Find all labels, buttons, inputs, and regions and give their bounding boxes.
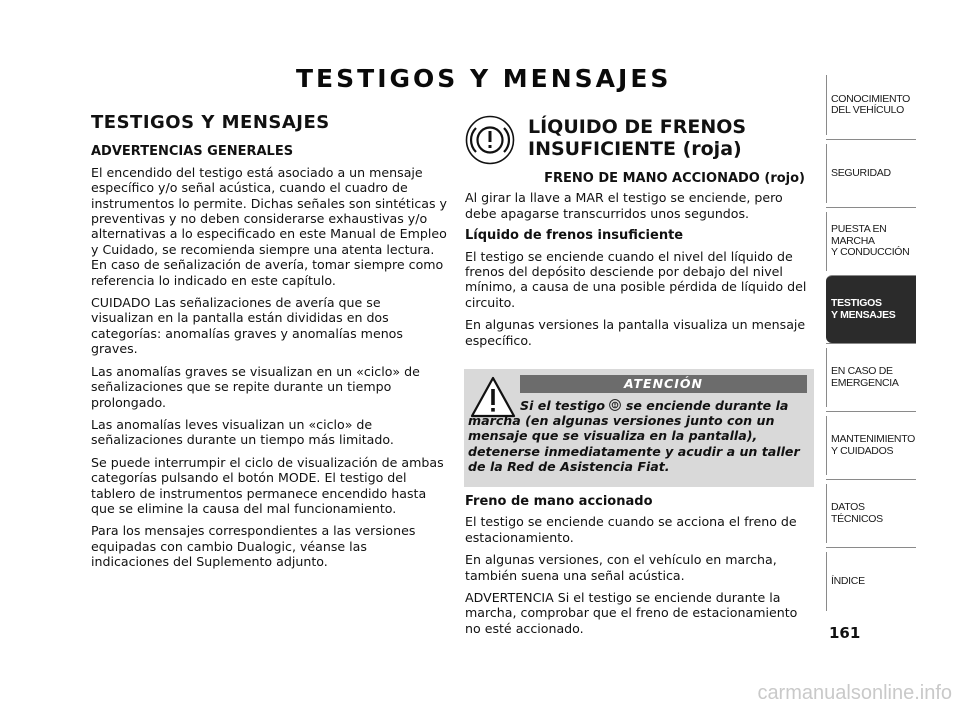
tab-label: TESTIGOS Y MENSAJES <box>831 297 896 321</box>
section-heading: TESTIGOS Y MENSAJES <box>91 112 330 133</box>
attention-text-part1: Si el testigo <box>520 398 610 413</box>
page-number: 161 <box>829 624 861 642</box>
tab-label: PUESTA EN MARCHA Y CONDUCCIÓN <box>831 223 910 259</box>
paragraph: En algunas versiones, con el vehículo en marcha, también suena una señal acústica. <box>465 552 777 583</box>
paragraph: Las anomalías graves se visualizan en un «ciclo» de señalizaciones que se repite durante un tiempo prolongado. <box>91 363 420 410</box>
paragraph: El testigo se enciende cuando el nivel del líquido de frenos del depósito desciende por debajo del nivel mínimo, a causa de una posible pérdida de líquido del circuito. <box>465 248 807 310</box>
paragraph: El encendido del testigo está asociado a un mensaje específico y/o señal acústica, cuando el cuadro de instrumentos lo permite. Dichas señales son sintéticas y preventivas y no deben considerarse exhaustivas y/o alternativas a lo especificado en este Manual de Empleo y Cuidado, se recomienda siempre una atenta lectura. En caso de señalización de avería, tomar siempre como referencia lo indicado en este capítulo. <box>91 164 447 288</box>
tab-en-caso-de-emergencia[interactable] <box>826 343 916 411</box>
paragraph: Al girar la llave a MAR el testigo se enciende, pero debe apagarse transcurridos unos segundos. <box>465 190 783 221</box>
tab-label: MANTENIMIENTO Y CUIDADOS <box>831 433 915 457</box>
paragraph: Se puede interrumpir el ciclo de visualización de ambas categorías pulsando el botón MODE. El testigo del tablero de instrumentos permanece encendido hasta que se elimine la causa del mal funcionamiento. <box>91 454 444 516</box>
tab-label: DATOS TÉCNICOS <box>831 501 883 525</box>
attention-text <box>468 398 808 474</box>
tab-conocimiento-del-vehiculo[interactable] <box>826 71 916 139</box>
paragraph: En algunas versiones la pantalla visualiza un mensaje específico. <box>465 317 806 348</box>
brake-section-header <box>465 115 815 171</box>
paragraph: ADVERTENCIA Si el testigo se enciende durante la marcha, comprobar que el freno de estacionamiento no esté accionado. <box>465 590 798 636</box>
left-column <box>91 112 447 577</box>
tab-datos-tecnicos[interactable] <box>826 479 916 547</box>
brake-warning-icon <box>609 399 621 411</box>
watermark: carmanualsonline.info <box>757 682 952 704</box>
paragraph: Las anomalías leves visualizan un «ciclo» de señalizaciones durante un tiempo más limitado. <box>91 416 394 448</box>
section-heading-line1: LÍQUIDO DE FRENOS <box>528 116 747 138</box>
brake-warning-icon <box>465 115 515 165</box>
handbrake-section <box>465 494 815 643</box>
handbrake-title: Freno de mano accionado <box>465 494 653 509</box>
paragraph: Para los mensajes correspondientes a las versiones equipadas con cambio Dualogic, véanse las indicaciones del Suplemento adjunto. <box>91 523 416 570</box>
tab-label: CONOCIMIENTO DEL VEHÍCULO <box>831 92 911 116</box>
attention-text-part2: se enciende durante la marcha (en algunas versiones junto con un mensaje que se visualiza en la pantalla), detenerse inmediatamente y acudir a un taller de la Red de Asistencia Fiat. <box>468 398 800 474</box>
brake-fluid-title: Líquido de frenos insuficiente <box>465 228 684 244</box>
attention-label: ATENCIÓN <box>520 375 807 393</box>
attention-box <box>464 369 814 487</box>
paragraph: El testigo se enciende cuando se acciona el freno de estacionamiento. <box>465 514 797 545</box>
chapter-tabs <box>826 71 916 615</box>
handbrake-subheading: FRENO DE MANO ACCIONADO (rojo) <box>544 171 805 186</box>
tab-puesta-en-marcha[interactable] <box>826 207 916 275</box>
paragraph: CUIDADO Las señalizaciones de avería que se visualizan en la pantalla están divididas en dos categorías: anomalías graves y anomalías menos graves. <box>91 295 403 357</box>
tab-mantenimiento[interactable] <box>826 411 916 479</box>
tab-label: ÍNDICE <box>831 574 865 587</box>
tab-label: EN CASO DE EMERGENCIA <box>831 365 899 389</box>
right-column <box>465 115 815 355</box>
general-warnings-heading: ADVERTENCIAS GENERALES <box>91 144 294 160</box>
tab-seguridad[interactable] <box>826 139 916 207</box>
tab-testigos-y-mensajes[interactable] <box>826 275 916 343</box>
tab-label: SEGURIDAD <box>831 166 891 179</box>
page-title: TESTIGOS Y MENSAJES <box>296 64 672 93</box>
section-heading-line2: INSUFICIENTE (roja) <box>528 138 742 160</box>
tab-indice[interactable] <box>826 547 916 615</box>
